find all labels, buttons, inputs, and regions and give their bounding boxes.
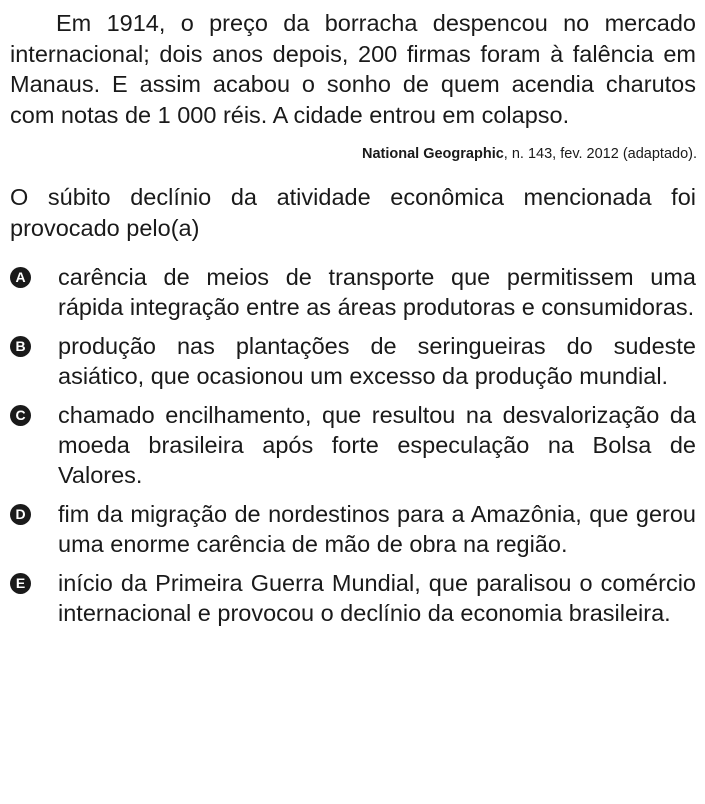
option-e-text: início da Primeira Guerra Mundial, que paralisou o comércio internacional e provocou o declínio da economia brasileira.	[58, 569, 696, 626]
option-a[interactable]	[10, 262, 696, 322]
option-c-text: chamado encilhamento, que resultou na desvalorização da moeda brasileira após forte especulação na Bolsa de Valores.	[58, 401, 696, 488]
option-a-letter-badge: A	[10, 267, 31, 288]
option-d[interactable]	[10, 499, 696, 559]
question-page	[10, 8, 696, 637]
option-a-text: carência de meios de transporte que permitissem uma rápida integração entre as áreas produtoras e consumidoras.	[58, 263, 696, 320]
source-title: National Geographic	[361, 146, 504, 163]
answer-options	[10, 262, 696, 628]
option-e[interactable]	[10, 568, 696, 628]
source-citation	[10, 145, 697, 163]
option-b-letter-badge: B	[10, 336, 31, 357]
question-stem: O súbito declínio da atividade econômica mencionada foi provocado pelo(a)	[10, 184, 696, 241]
option-e-letter-badge: E	[10, 573, 31, 594]
source-details: , n. 143, fev. 2012 (adaptado).	[503, 146, 697, 163]
option-d-letter-badge: D	[10, 504, 31, 525]
option-c-letter-badge: C	[10, 405, 31, 426]
passage-paragraph: Em 1914, o preço da borracha despencou no mercado internacional; dois anos depois, 200 firmas foram à falência em Manaus. E assim acabou o sonho de quem acendia charutos com notas de 1 000 réis. A cidade entrou em colapso.	[10, 10, 696, 128]
option-d-text: fim da migração de nordestinos para a Amazônia, que gerou uma enorme carência de mão de obra na região.	[58, 500, 696, 557]
option-c[interactable]	[10, 400, 696, 490]
option-b[interactable]	[10, 331, 696, 391]
option-b-text: produção nas plantações de seringueiras do sudeste asiático, que ocasionou um excesso da produção mundial.	[58, 332, 696, 389]
